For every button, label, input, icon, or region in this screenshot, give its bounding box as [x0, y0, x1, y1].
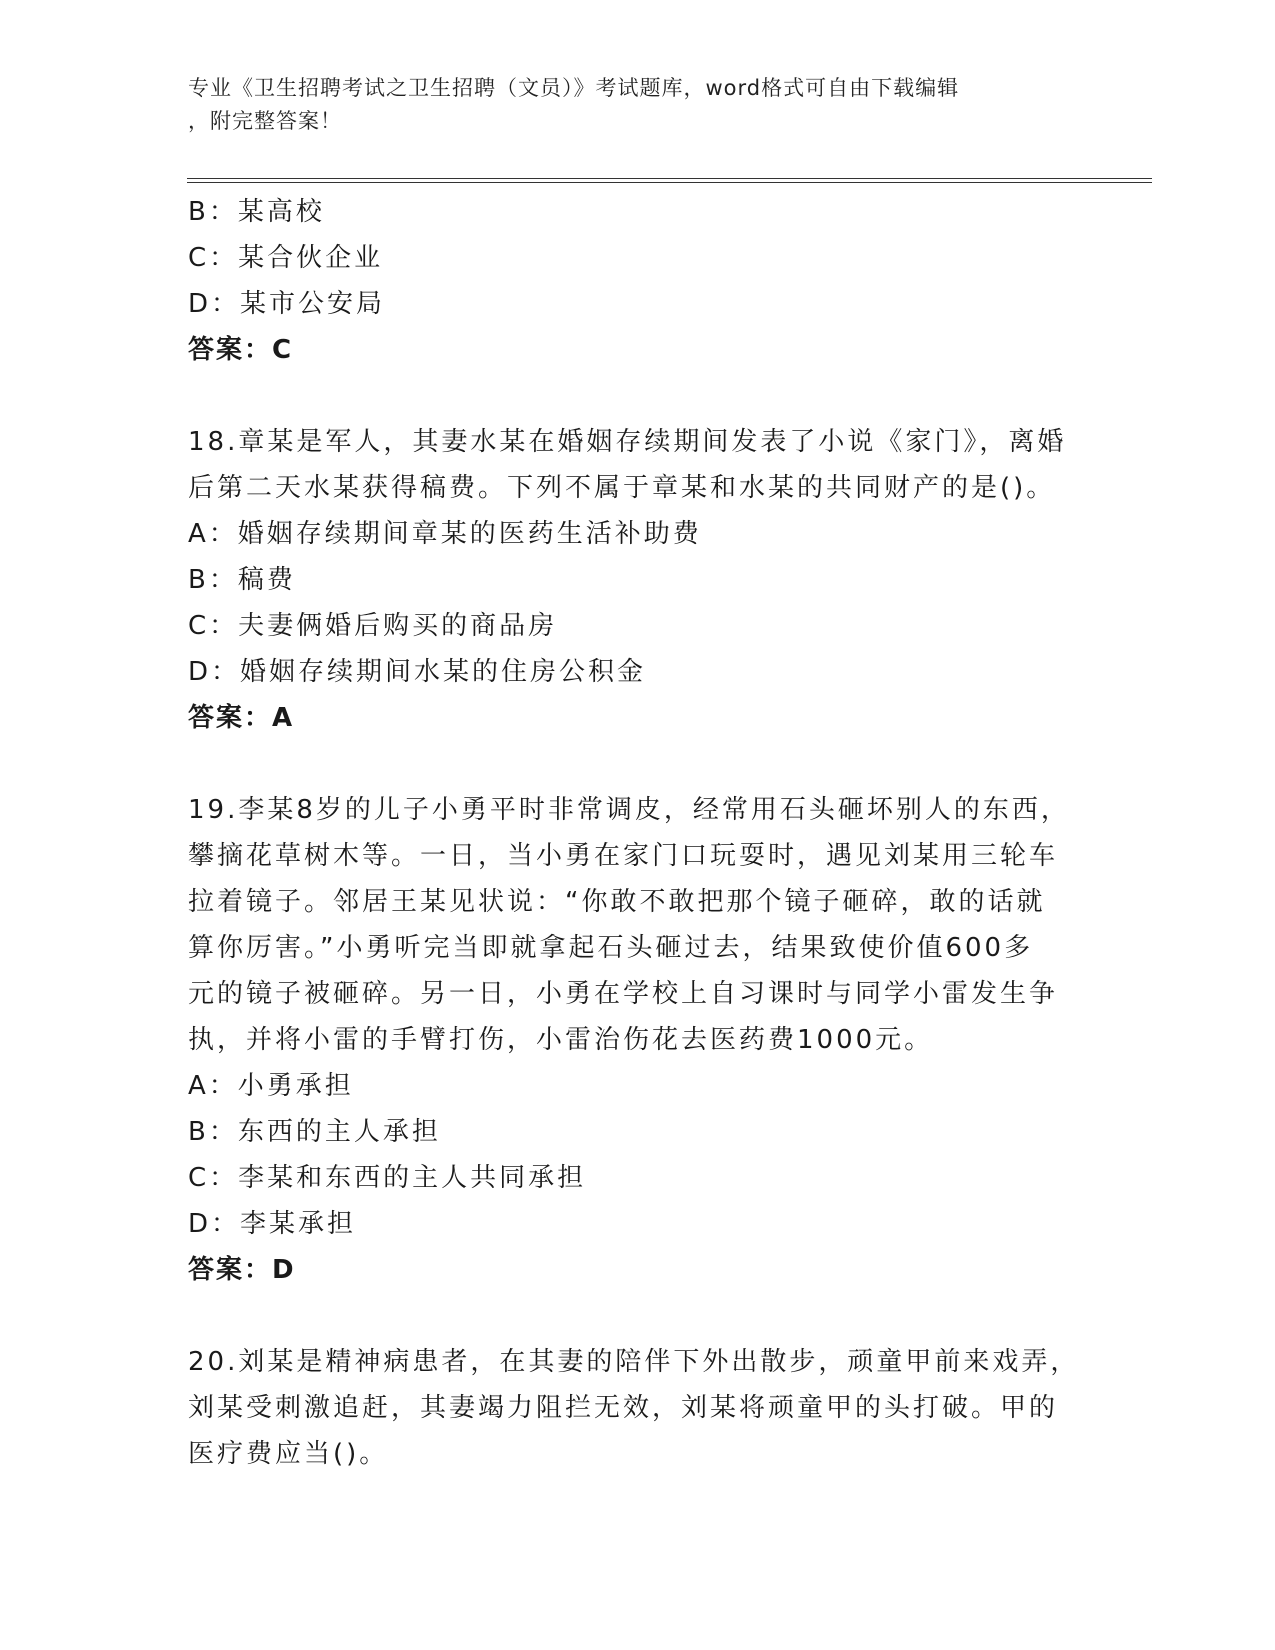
- option-d: D：某市公安局: [188, 289, 386, 319]
- option-a: A：婚姻存续期间章某的医药生活补助费: [188, 519, 702, 549]
- option-d: D：李某承担: [188, 1209, 357, 1239]
- question-20: [188, 1339, 1088, 1477]
- question-text: 后第二天水某获得稿费。下列不属于章某和水某的共同财产的是()。: [188, 473, 1056, 503]
- option-b: B：稿费: [188, 565, 296, 595]
- question-text: 拉着镜子。邻居王某见状说：“你敢不敢把那个镜子砸碎，敢的话就: [188, 887, 1046, 917]
- question-text: 执，并将小雷的手臂打伤，小雷治伤花去医药费1000元。: [188, 1025, 934, 1055]
- question-text: 18.章某是军人，其妻水某在婚姻存续期间发表了小说《家门》，离婚: [188, 427, 1067, 457]
- question-text: 19.李某8岁的儿子小勇平时非常调皮，经常用石头砸坏别人的东西，: [188, 795, 1070, 825]
- question-19: [188, 787, 1088, 1293]
- question-text: 刘某受刺激追赶，其妻竭力阻拦无效，刘某将顽童甲的头打破。甲的: [188, 1393, 1059, 1423]
- question-text: 算你厉害。”小勇听完当即就拿起石头砸过去，结果致使价值600多: [188, 933, 1034, 963]
- document-body: [188, 189, 1088, 1477]
- question-text: 医疗费应当()。: [188, 1439, 389, 1469]
- option-c: C：李某和东西的主人共同承担: [188, 1163, 587, 1193]
- question-text: 元的镜子被砸碎。另一日，小勇在学校上自习课时与同学小雷发生争: [188, 979, 1059, 1009]
- answer-label: 答案：D: [188, 1255, 296, 1285]
- question-text: 20.刘某是精神病患者，在其妻的陪伴下外出散步，顽童甲前来戏弄，: [188, 1347, 1080, 1377]
- option-a: A：小勇承担: [188, 1071, 354, 1101]
- question-spacer: [188, 1293, 1088, 1339]
- question-spacer: [188, 373, 1088, 419]
- answer-label: 答案：C: [188, 335, 294, 365]
- question-18: [188, 419, 1088, 741]
- option-c: C：夫妻俩婚后购买的商品房: [188, 611, 558, 641]
- answer-label: 答案：A: [188, 703, 295, 733]
- header-line: ，附完整答案！: [188, 109, 342, 133]
- header-divider: [187, 182, 1152, 183]
- question-text: 攀摘花草树木等。一日，当小勇在家门口玩耍时，遇见刘某用三轮车: [188, 841, 1059, 871]
- question-17: [188, 189, 1088, 373]
- option-c: C：某合伙企业: [188, 243, 384, 273]
- question-spacer: [188, 741, 1088, 787]
- option-b: B：东西的主人承担: [188, 1117, 441, 1147]
- document-header: [188, 72, 1068, 138]
- header-divider: [187, 178, 1152, 179]
- option-b: B：某高校: [188, 197, 325, 227]
- option-d: D：婚姻存续期间水某的住房公积金: [188, 657, 647, 687]
- header-line: 专业《卫生招聘考试之卫生招聘（文员）》考试题库，word格式可自由下载编辑: [188, 76, 960, 100]
